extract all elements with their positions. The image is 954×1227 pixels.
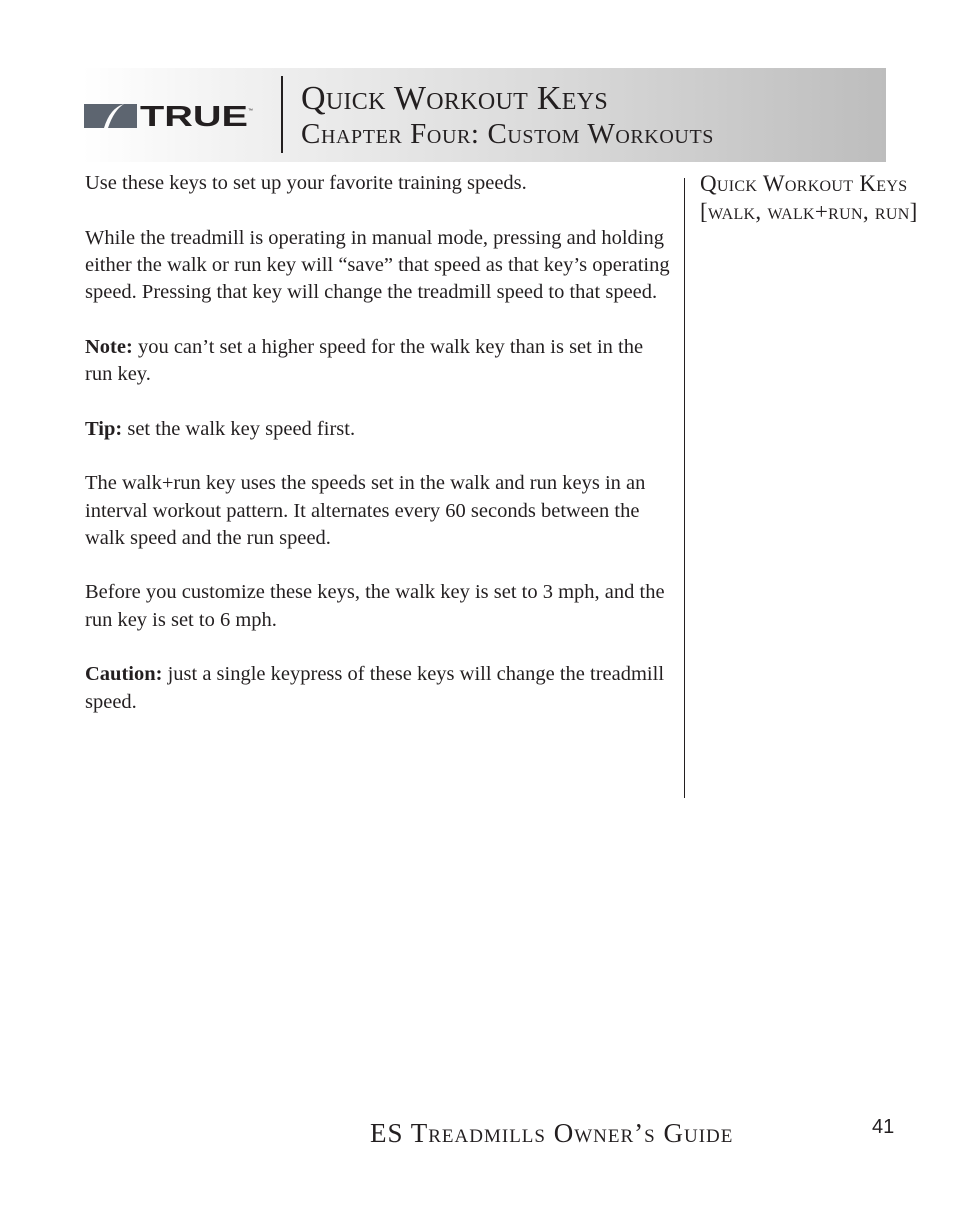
page-title: Quick Workout Keys [301,80,608,117]
note-paragraph [85,334,671,389]
caution-paragraph [85,661,671,716]
note-label: Note: [85,335,133,358]
footer-guide-title: ES Treadmills Owner’s Guide [370,1118,734,1148]
manual-mode-paragraph: While the treadmill is operating in manual mode, pressing and holding either the walk or run key will “save” that speed as that key’s operating speed. Pressing that key will change the treadmill speed to that speed. [85,226,670,304]
svg-text:™: ™ [248,108,253,114]
caution-label: Caution: [85,663,163,686]
column-divider [684,178,685,798]
tip-paragraph [85,416,671,443]
tip-label: Tip: [85,417,123,440]
true-logo [84,101,253,133]
default-speeds-paragraph: Before you customize these keys, the walk key is set to 3 mph, and the run key is set to 6 mph. [85,581,665,631]
svg-text:TRUE: TRUE [140,101,248,133]
intro-paragraph: Use these keys to set up your favorite training speeds. [85,172,527,194]
walk-run-paragraph: The walk+run key uses the speeds set in the walk and run keys in an interval workout pattern. It alternates every 60 seconds between the walk speed and the run speed. [85,472,646,549]
header-divider [281,76,283,153]
note-text: you can’t set a higher speed for the walk key than is set in the run key. [85,335,644,386]
body-text [85,170,671,743]
sidebar-heading: Quick Workout Keys [walk, walk+run, run] [700,171,918,224]
chapter-header [82,68,886,162]
tip-text: set the walk key speed first. [122,417,356,440]
chapter-subtitle: Chapter Four: Custom Workouts [301,118,714,150]
page-number: 41 [872,1116,895,1138]
caution-text: just a single keypress of these keys will change the treadmill speed. [85,663,665,713]
